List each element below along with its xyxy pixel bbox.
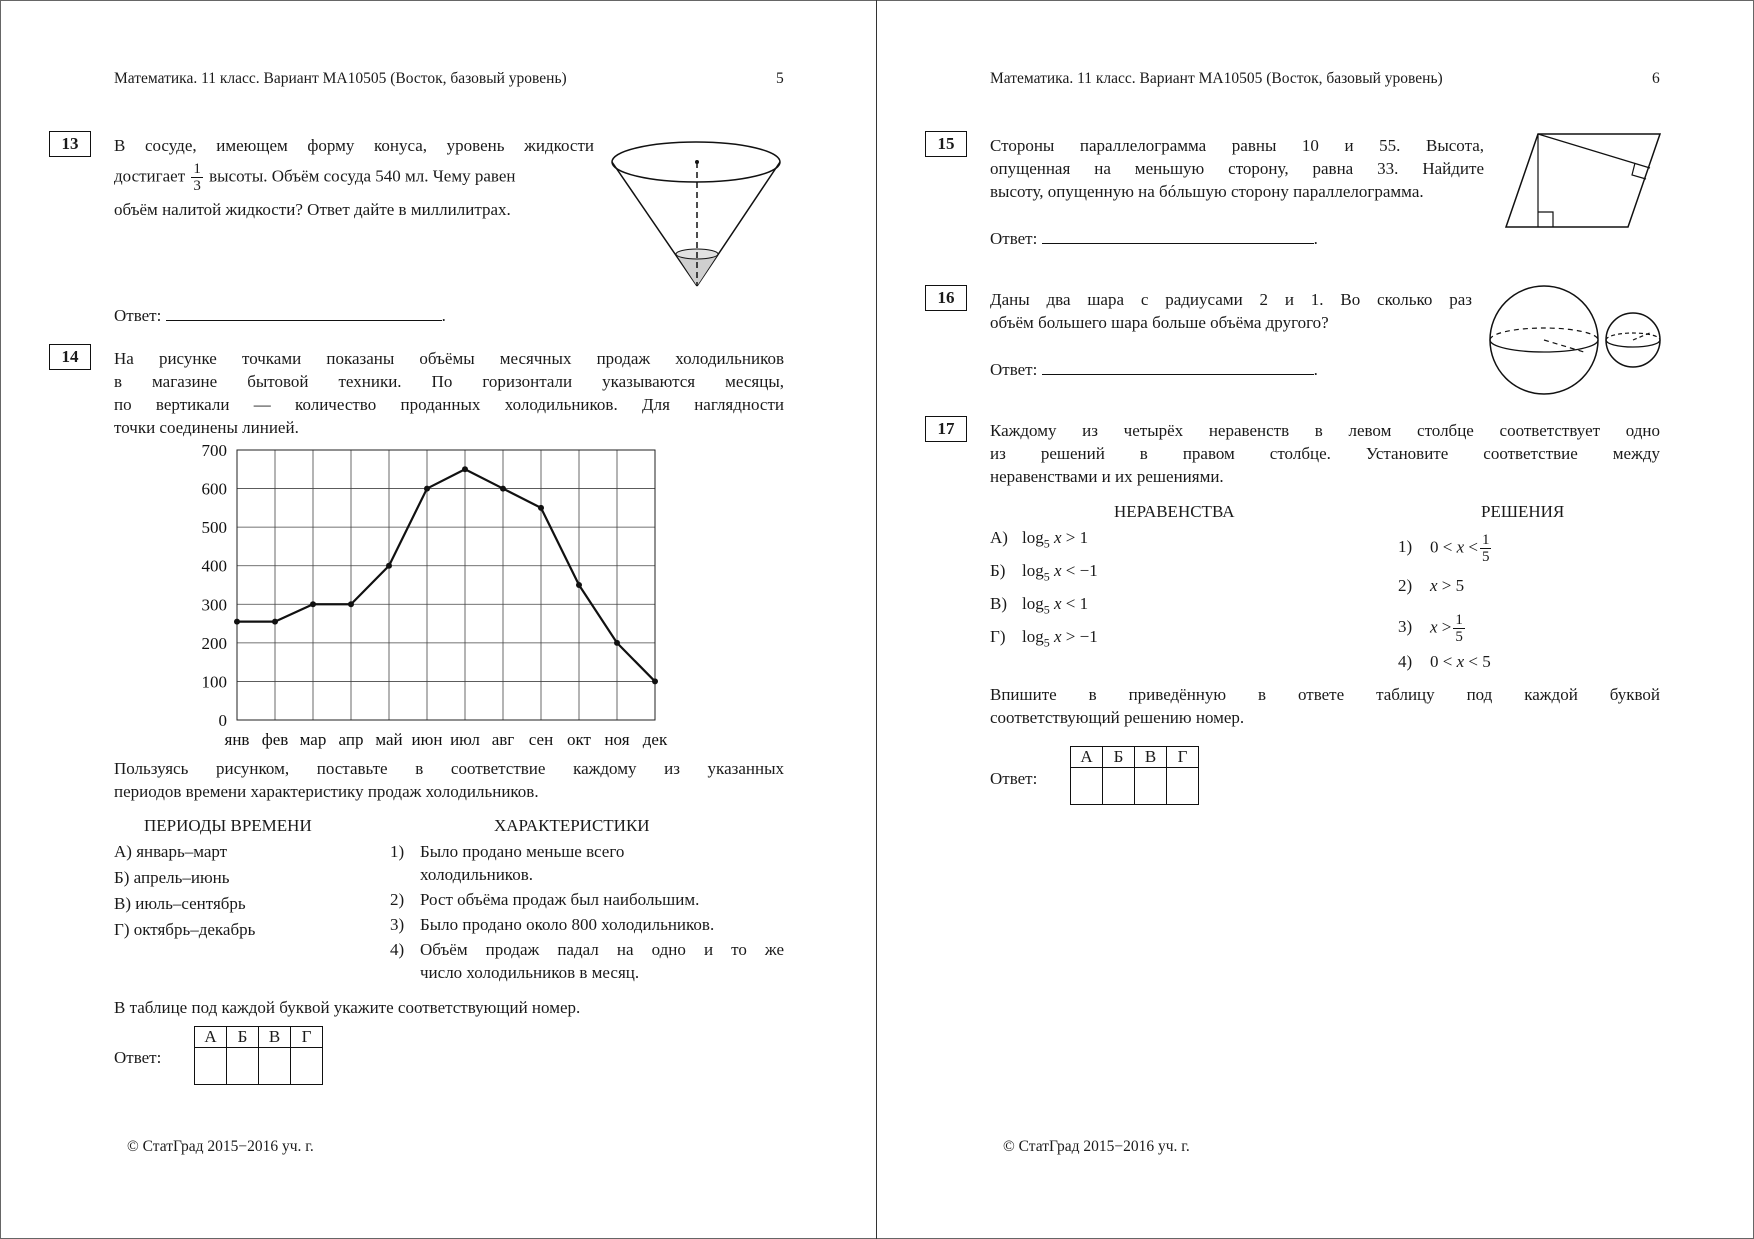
x-tick-label: фев — [261, 730, 289, 749]
task-15-line3: высоту, опущенную на бóльшую сторону параллелограмма. — [990, 182, 1424, 201]
inequalities-list — [990, 528, 1098, 660]
solution-item: 3) x > $\frac{1}{5}$ — [1398, 612, 1463, 645]
task-14-line3: по вертикали — количество проданных холодильников. Для наглядности — [114, 395, 784, 414]
right-page-footer: © СтатГрад 2015−2016 уч. г. — [1003, 1138, 1190, 1155]
task-14-after-text — [114, 757, 784, 803]
task-17-text — [990, 419, 1660, 488]
answer-cell[interactable] — [291, 1048, 323, 1085]
x-tick-label: июн — [411, 730, 443, 749]
task-16-answer-label: Ответ: — [990, 360, 1038, 379]
task-13-answer-label: Ответ: — [114, 306, 162, 325]
answer-cell[interactable] — [227, 1048, 259, 1085]
y-tick-label: 500 — [201, 518, 227, 538]
solution-item: 2) x > 5 — [1398, 576, 1465, 595]
task-13-answer: Ответ: . — [114, 306, 446, 325]
task-13-line3: объём налитой жидкости? Ответ дайте в миллилитрах. — [114, 200, 511, 219]
data-point — [652, 678, 658, 684]
period-item: Б) апрель–июнь — [114, 868, 230, 887]
task-14-answer-label: Ответ: — [114, 1048, 162, 1067]
spread-divider — [876, 0, 877, 1239]
task-13-number: 13 — [49, 131, 91, 157]
task-13-fraction: $\frac{1}{3}$ — [193, 161, 201, 194]
task-17-answer-table — [1070, 746, 1199, 805]
characteristics-title: ХАРАКТЕРИСТИКИ — [494, 816, 650, 835]
y-tick-label: 700 — [201, 441, 227, 460]
y-tick-label: 100 — [201, 672, 227, 692]
task-16-line1: Даны два шара с радиусами 2 и 1. Во сколько раз — [990, 290, 1472, 309]
task-15-text — [990, 134, 1484, 203]
task-17-instr-line1: Впишите в приведённую в ответе таблицу под каждой буквой — [990, 685, 1660, 704]
spheres-figure — [1488, 282, 1664, 396]
solution-item: 1) 0 < x < $\frac{1}{5}$ — [1398, 532, 1490, 565]
answer-cell[interactable] — [1135, 768, 1167, 805]
x-tick-label: авг — [491, 730, 515, 749]
answer-header-b: Б — [227, 1027, 259, 1048]
inequality-item: Б) $\log_5 x < -1$ — [990, 561, 1098, 584]
x-tick-label: дек — [642, 730, 668, 749]
data-point — [424, 486, 430, 492]
data-point — [386, 563, 392, 569]
task-13-text — [114, 134, 594, 221]
task-14-line2: в магазине бытовой техники. По горизонтали указываются месяцы, — [114, 372, 784, 391]
task-17-line3: неравенствами и их решениями. — [990, 467, 1224, 486]
characteristic-item: 1) Было продано меньше всего холодильников. — [390, 842, 625, 884]
task-17-instruction — [990, 683, 1660, 729]
parallelogram-figure — [1504, 132, 1664, 232]
task-15-answer-label: Ответ: — [990, 229, 1038, 248]
answer-header-a: А — [1071, 747, 1103, 768]
x-tick-label: апр — [338, 730, 364, 749]
task-17-number: 17 — [925, 416, 967, 442]
characteristic-item: 4) Объём продаж падал на одно и то же число холодильников в месяц. — [390, 940, 784, 982]
left-page-footer: © СтатГрад 2015−2016 уч. г. — [127, 1138, 314, 1155]
inequality-item: В) $\log_5 x < 1$ — [990, 594, 1089, 617]
answer-header-g: Г — [291, 1027, 323, 1048]
data-point — [614, 640, 620, 646]
sales-series-line — [237, 469, 655, 681]
cone-figure — [606, 138, 786, 290]
task-14-line4: точки соединены линией. — [114, 418, 299, 437]
plot-border — [237, 450, 655, 720]
characteristic-item: 3) Было продано около 800 холодильников. — [390, 915, 715, 934]
data-point — [310, 601, 316, 607]
answer-header-a: А — [195, 1027, 227, 1048]
task-13-line2-post: высоты. Объём сосуда 540 мл. Чему равен — [209, 166, 516, 186]
periods-title: ПЕРИОДЫ ВРЕМЕНИ — [144, 816, 312, 835]
task-17-line1: Каждому из четырёх неравенств в левом столбце соответствует одно — [990, 421, 1660, 440]
task-15-line2: опущенная на меньшую сторону, равна 33. Найдите — [990, 159, 1484, 178]
x-tick-label: янв — [224, 730, 250, 749]
inequalities-title: НЕРАВЕНСТВА — [1114, 502, 1235, 521]
x-tick-label: ноя — [604, 730, 630, 749]
period-item: А) январь–март — [114, 842, 228, 861]
y-tick-label: 200 — [201, 633, 227, 653]
answer-cell[interactable] — [1071, 768, 1103, 805]
task-13-line2-pre: достигает — [114, 166, 186, 186]
solutions-title: РЕШЕНИЯ — [1481, 502, 1565, 521]
task-13-answer-field[interactable] — [166, 306, 442, 321]
task-14-line1: На рисунке точками показаны объёмы месячных продаж холодильников — [114, 349, 784, 368]
answer-header-g: Г — [1167, 747, 1199, 768]
answer-cell[interactable] — [1103, 768, 1135, 805]
task-13-line2 — [114, 161, 594, 194]
task-15-line1: Стороны параллелограмма равны 10 и 55. Высота, — [990, 136, 1484, 155]
characteristic-item: 2) Рост объёма продаж был наибольшим. — [390, 890, 700, 909]
task-15-answer-field[interactable] — [1042, 229, 1314, 244]
answer-header-b: Б — [1103, 747, 1135, 768]
x-tick-label: сен — [528, 730, 554, 749]
inequality-item: Г) $\log_5 x > -1$ — [990, 627, 1098, 650]
task-14-number: 14 — [49, 344, 91, 370]
task-17-line2: из решений в правом столбце. Установите соответствие между — [990, 444, 1660, 463]
characteristics-list — [390, 840, 784, 984]
task-17-answer-label: Ответ: — [990, 769, 1038, 788]
answer-cell[interactable] — [259, 1048, 291, 1085]
y-tick-label: 600 — [201, 479, 227, 499]
data-point — [538, 505, 544, 511]
task-13-line1: В сосуде, имеющем форму конуса, уровень жидкости — [114, 136, 594, 155]
task-16-number: 16 — [925, 285, 967, 311]
task-16-answer-field[interactable] — [1042, 360, 1314, 375]
solutions-list — [1398, 532, 1493, 682]
periods-list — [114, 840, 255, 944]
solution-item: 4) 0 < x < 5 — [1398, 652, 1491, 671]
task-14-text — [114, 347, 784, 439]
task-14-after-line1: Пользуясь рисунком, поставьте в соответствие каждому из указанных — [114, 759, 784, 778]
period-item: Г) октябрь–декабрь — [114, 920, 256, 939]
answer-cell[interactable] — [1167, 768, 1199, 805]
left-page-header: Математика. 11 класс. Вариант МА10505 (Восток, базовый уровень) — [114, 70, 567, 87]
period-item: В) июль–сентябрь — [114, 894, 246, 913]
task-14-answer-table — [194, 1026, 323, 1085]
x-tick-label: май — [375, 730, 403, 749]
y-tick-label: 300 — [201, 595, 227, 615]
left-page-number: 5 — [776, 70, 784, 87]
right-page-header: Математика. 11 класс. Вариант МА10505 (Восток, базовый уровень) — [990, 70, 1443, 87]
inequality-item: А) $\log_5 x > 1$ — [990, 528, 1089, 551]
y-tick-label: 400 — [201, 556, 227, 576]
task-15-number: 15 — [925, 131, 967, 157]
y-tick-label: 0 — [218, 711, 227, 730]
data-point — [348, 601, 354, 607]
data-point — [234, 619, 240, 625]
data-point — [576, 582, 582, 588]
sales-line-chart — [180, 438, 720, 750]
task-17-instr-line2: соответствующий решению номер. — [990, 708, 1245, 727]
right-page-number: 6 — [1652, 70, 1660, 87]
x-tick-label: мар — [299, 730, 327, 749]
task-16-text — [990, 288, 1472, 334]
task-15-answer: Ответ: . — [990, 229, 1318, 248]
x-tick-label: окт — [567, 730, 591, 749]
task-14-after-line2: периодов времени характеристику продаж холодильников. — [114, 782, 539, 801]
answer-cell[interactable] — [195, 1048, 227, 1085]
data-point — [500, 486, 506, 492]
x-tick-label: июл — [450, 730, 480, 749]
data-point — [462, 466, 468, 472]
answer-header-v: В — [259, 1027, 291, 1048]
task-16-answer: Ответ: . — [990, 360, 1318, 379]
data-point — [272, 619, 278, 625]
answer-header-v: В — [1135, 747, 1167, 768]
task-14-table-instruction: В таблице под каждой буквой укажите соответствующий номер. — [114, 998, 581, 1017]
task-16-line2: объём большего шара больше объёма другого? — [990, 313, 1329, 332]
